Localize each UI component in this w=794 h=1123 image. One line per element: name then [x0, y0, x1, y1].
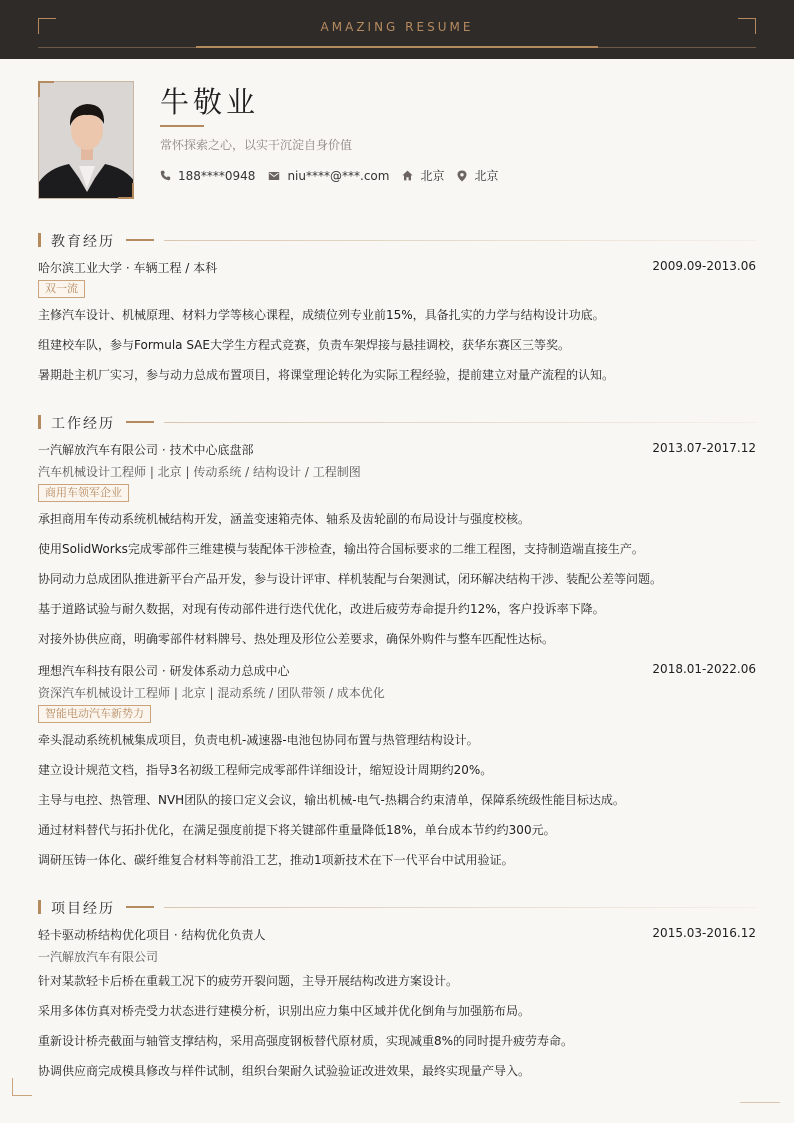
work-item: 基于道路试验与耐久数据，对现有传动部件进行迭代优化，改进后疲劳寿命提升约12%，客户投诉率下降。: [38, 602, 605, 616]
section-rule: [164, 422, 756, 423]
work-item: 对接外协供应商，明确零部件材料牌号、热处理及形位公差要求，确保外购件与整车匹配性达标。: [38, 632, 555, 646]
company-tag: 智能电动汽车新势力: [38, 705, 151, 723]
work-item: 承担商用车传动系统机械结构开发，涵盖变速箱壳体、轴系及齿轮副的布局设计与强度校核。: [38, 512, 531, 526]
section-header-work: [38, 413, 756, 431]
company-tag: 商用车领军企业: [38, 484, 129, 502]
education-entry-header: [38, 259, 756, 276]
current-location: 北京: [474, 169, 499, 183]
education-tag: 双一流: [38, 280, 85, 298]
avatar-photo: [38, 81, 134, 199]
education-item: 暑期赴主机厂实习，参与动力总成布置项目，将课堂理论转化为实际工程经验，提前建立对量产流程的认知。: [38, 368, 615, 382]
section-header-education: [38, 231, 756, 249]
contact-row: [160, 167, 511, 184]
education-item: 组建校车队，参与Formula SAE大学生方程式竞赛，负责车架焊接与悬挂调校，获华东赛区三等奖。: [38, 338, 570, 352]
section-title: 项目经历: [51, 901, 115, 917]
job-role: 汽车机械设计工程师 | 北京 | 传动系统 / 结构设计 / 工程制图: [38, 465, 361, 479]
photo-corner-ornament: [118, 183, 134, 199]
company-title: 理想汽车科技有限公司 · 研发体系动力总成中心: [38, 664, 290, 678]
section-dash: [126, 906, 154, 908]
email-address: niu****@***.com: [287, 168, 390, 183]
section-marker: [38, 233, 41, 247]
section-rule: [164, 240, 756, 241]
phone-number: 188****0948: [178, 168, 256, 183]
phone-icon: [160, 170, 171, 181]
section-marker: [38, 900, 41, 914]
section-title: 工作经历: [51, 416, 115, 432]
project-item: 采用多体仿真对桥壳受力状态进行建模分析，识别出应力集中区域并优化倒角与加强筋布局。: [38, 1004, 531, 1018]
project-company: 一汽解放汽车有限公司: [38, 950, 159, 964]
project-item: 协调供应商完成模具修改与样件试制，组织台架耐久试验验证改进效果，最终实现量产导入。: [38, 1064, 531, 1078]
section-title: 教育经历: [51, 234, 115, 250]
project-entry-header: [38, 926, 756, 943]
education-item: 主修汽车设计、机械原理、材料力学等核心课程，成绩位列专业前15%，具备扎实的力学与结构设计功底。: [38, 308, 605, 322]
contact-location: [457, 167, 498, 184]
job-role: 资深汽车机械设计工程师 | 北京 | 混动系统 / 团队带领 / 成本优化: [38, 686, 385, 700]
work-entry-header: [38, 662, 756, 679]
project-item: 重新设计桥壳截面与轴管支撑结构，采用高强度钢板替代原材质，实现减重8%的同时提升疲劳寿命。: [38, 1034, 574, 1048]
name-underline: [160, 125, 204, 127]
project-title: 轻卡驱动桥结构优化项目 · 结构优化负责人: [38, 928, 266, 942]
section-dash: [126, 239, 154, 241]
banner-title: AMAZING RESUME: [320, 20, 474, 34]
work-item: 牵头混动系统机械集成项目，负责电机-减速器-电池包协同布置与热管理结构设计。: [38, 733, 479, 747]
location-pin-icon: [457, 170, 467, 182]
contact-email: [268, 169, 389, 183]
education-date: 2009.09-2013.06: [652, 259, 756, 273]
project-item: 针对某款轻卡后桥在重载工况下的疲劳开裂问题，主导开展结构改进方案设计。: [38, 974, 459, 988]
work-date: 2013.07-2017.12: [652, 441, 756, 455]
hometown: 北京: [420, 169, 445, 183]
work-date: 2018.01-2022.06: [652, 662, 756, 676]
section-dash: [126, 421, 154, 423]
home-icon: [402, 170, 413, 181]
page-corner-ornament: [740, 1102, 780, 1103]
candidate-name: 牛敬业: [160, 85, 260, 119]
header-banner: [0, 0, 794, 59]
section-header-project: [38, 898, 756, 916]
education-title: 哈尔滨工业大学 · 车辆工程 / 本科: [38, 261, 218, 275]
work-entry-header: [38, 441, 756, 458]
work-item: 调研压铸一体化、碳纤维复合材料等前沿工艺，推动1项新技术在下一代平台中试用验证。: [38, 853, 514, 867]
contact-phone: [160, 169, 255, 183]
contact-hometown: [402, 167, 444, 184]
company-title: 一汽解放汽车有限公司 · 技术中心底盘部: [38, 443, 254, 457]
photo-corner-ornament: [38, 81, 54, 97]
work-item: 主导与电控、热管理、NVH团队的接口定义会议，输出机械-电气-热耦合约束清单，保障系统级性能目标达成。: [38, 793, 625, 807]
work-item: 建立设计规范文档，指导3名初级工程师完成零部件详细设计，缩短设计周期约20%。: [38, 763, 493, 777]
section-marker: [38, 415, 41, 429]
work-item: 通过材料替代与拓扑优化，在满足强度前提下将关键部件重量降低18%，单台成本节约约300元。: [38, 823, 556, 837]
candidate-motto: 常怀探索之心，以实干沉淀自身价值: [160, 138, 353, 152]
work-item: 使用SolidWorks完成零部件三维建模与装配体干涉检查，输出符合国标要求的二维工程图，支持制造端直接生产。: [38, 542, 644, 556]
banner-accent-line: [196, 46, 598, 48]
project-date: 2015.03-2016.12: [652, 926, 756, 940]
section-rule: [164, 907, 756, 908]
page-corner-ornament: [12, 1078, 32, 1096]
work-item: 协同动力总成团队推进新平台产品开发，参与设计评审、样机装配与台架测试，闭环解决结构干涉、装配公差等问题。: [38, 572, 663, 586]
mail-icon: [268, 171, 280, 181]
